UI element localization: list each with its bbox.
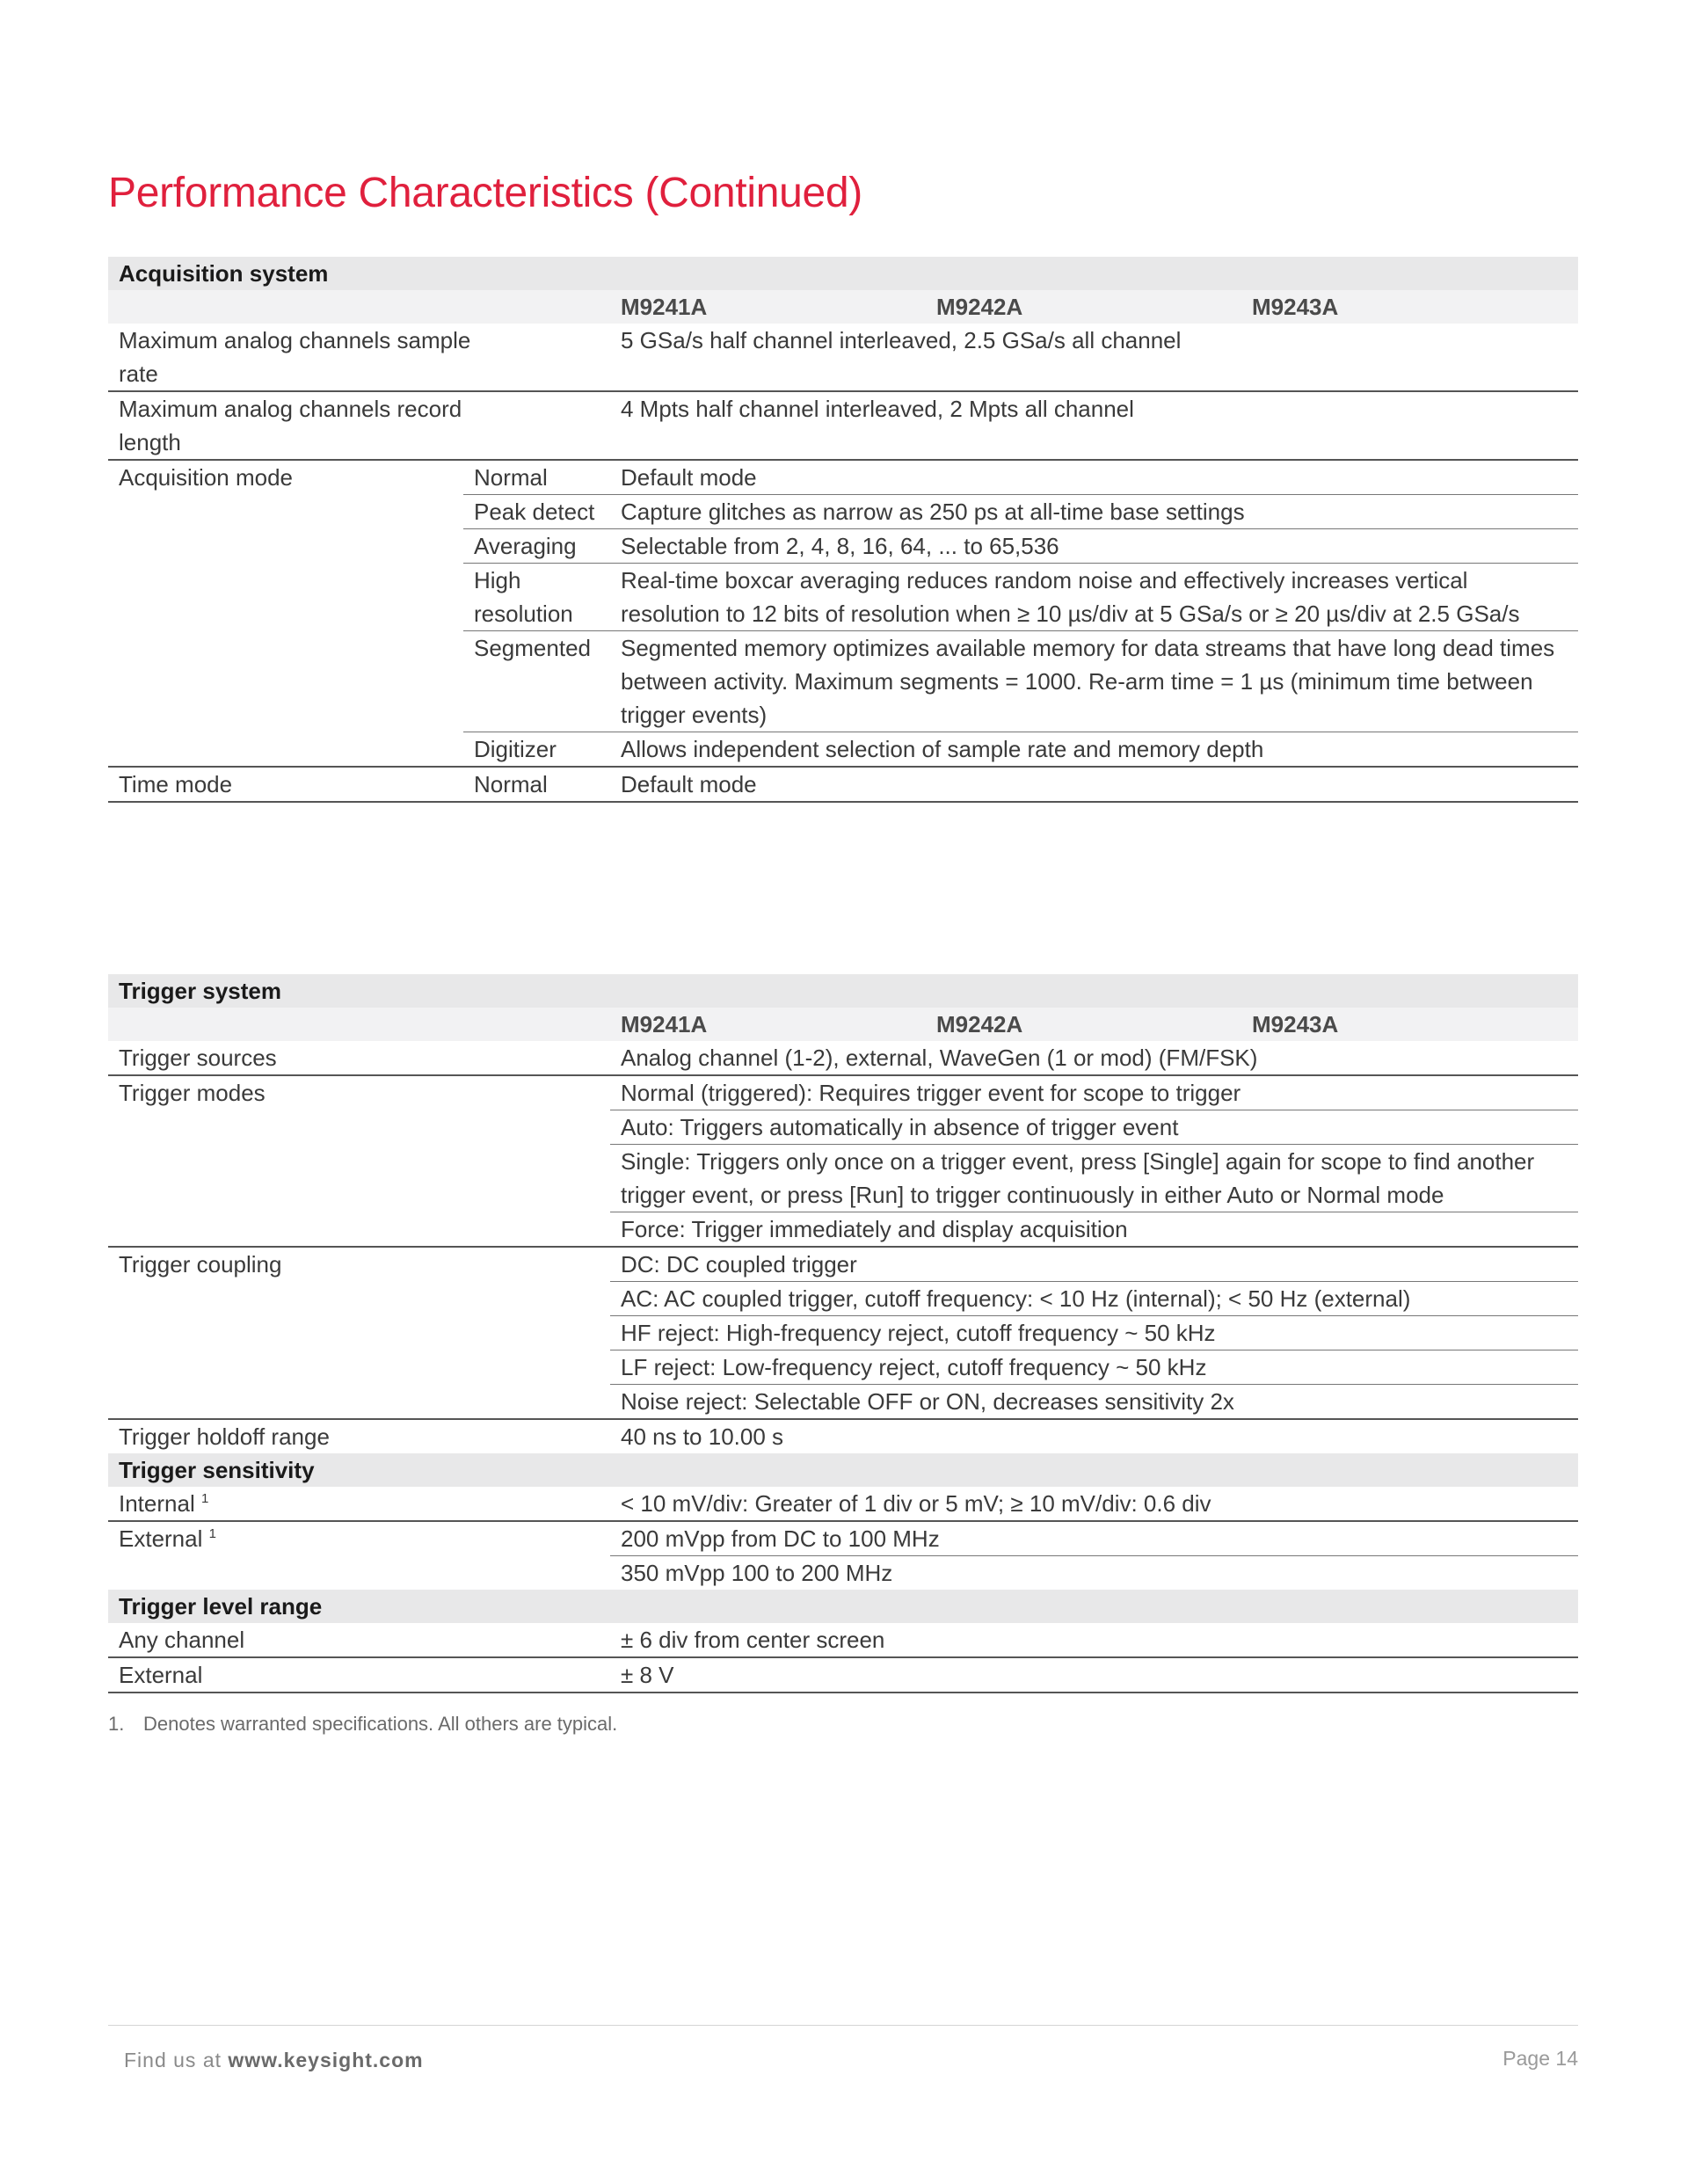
- footnote: [108, 1713, 617, 1736]
- footer-prefix: Find us at: [124, 2049, 222, 2071]
- mode-name: Normal: [463, 460, 610, 495]
- table-row: [108, 391, 1578, 460]
- external-level-value: ± 8 V: [610, 1657, 1578, 1693]
- model-m9243a: M9243A: [1252, 1011, 1339, 1037]
- record-length-value: 4 Mpts half channel interleaved, 2 Mpts all channel: [610, 391, 1578, 460]
- trigger-mode-value: Auto: Triggers automatically in absence of trigger event: [610, 1110, 1578, 1145]
- mode-name: Segmented: [463, 631, 610, 732]
- external-level-label: External: [108, 1657, 610, 1693]
- mode-name: Digitizer: [463, 732, 610, 768]
- table-row: [108, 1041, 1578, 1075]
- table-row: [108, 1487, 1578, 1521]
- trigger-coupling-label: Trigger coupling: [108, 1247, 610, 1419]
- footer-find-us: [124, 2049, 424, 2072]
- table-row: [108, 1075, 1578, 1110]
- mode-value: Allows independent selection of sample rate and memory depth: [610, 732, 1578, 768]
- internal-sensitivity-label: Internal $^1$: [108, 1487, 610, 1521]
- footnote-number: 1.: [108, 1713, 125, 1735]
- external-sensitivity-value: 350 mVpp 100 to 200 MHz: [621, 1560, 893, 1586]
- time-mode-value: Default mode: [610, 767, 1578, 802]
- footer-divider: [108, 2025, 1578, 2026]
- trigger-modes-label: Trigger modes: [108, 1075, 610, 1247]
- footnote-ref: 1: [200, 1491, 209, 1506]
- trigger-mode-value: Single: Triggers only once on a trigger event, press [Single] again for scope to find another trigger event, or press [Run] to trigger continuously in either Auto or Normal mode: [610, 1145, 1578, 1212]
- trigger-holdoff-value: 40 ns to 10.00 s: [621, 1423, 784, 1450]
- trigger-coupling-value: DC: DC coupled trigger: [610, 1247, 1578, 1282]
- acquisition-heading: Acquisition system: [108, 257, 1578, 290]
- trigger-level-heading-row: [108, 1590, 1578, 1623]
- time-mode-label: Time mode: [108, 767, 463, 802]
- table-row: [108, 767, 1578, 802]
- sample-rate-value: 5 GSa/s half channel interleaved, 2.5 GSa/s all channel: [610, 324, 1578, 391]
- trigger-coupling-value: HF reject: High-frequency reject, cutoff frequency ~ 50 kHz: [610, 1316, 1578, 1350]
- internal-sensitivity-value: < 10 mV/div: Greater of 1 div or 5 mV; ≥ 10 mV/div: 0.6 div: [610, 1487, 1578, 1521]
- model-m9241a: M9241A: [621, 294, 708, 320]
- time-mode-name: Normal: [463, 767, 610, 802]
- trigger-sources-value: Analog channel (1-2), external, WaveGen (1 or mod) (FM/FSK): [610, 1041, 1578, 1075]
- trigger-sensitivity-heading: Trigger sensitivity: [108, 1453, 1578, 1487]
- trigger-models-row: [108, 1008, 1578, 1041]
- mode-name: Peak detect: [463, 495, 610, 529]
- model-m9243a: M9243A: [1252, 294, 1339, 320]
- table-row: [108, 1623, 1578, 1657]
- table-row: [108, 1521, 1578, 1556]
- any-channel-label: Any channel: [108, 1623, 610, 1657]
- table-row: [108, 460, 1578, 495]
- trigger-sensitivity-heading-row: [108, 1453, 1578, 1487]
- acquisition-system-table: [108, 257, 1578, 803]
- external-sensitivity-value: 200 mVpp from DC to 100 MHz: [610, 1521, 1578, 1556]
- acquisition-mode-label: Acquisition mode: [108, 460, 463, 767]
- mode-name: Averaging: [463, 529, 610, 564]
- trigger-coupling-value: LF reject: Low-frequency reject, cutoff frequency ~ 50 kHz: [610, 1350, 1578, 1385]
- mode-value: Capture glitches as narrow as 250 ps at all-time base settings: [610, 495, 1578, 529]
- footnote-text: Denotes warranted specifications. All others are typical.: [143, 1713, 618, 1735]
- table-row: [108, 1419, 1578, 1453]
- table-row: [108, 1657, 1578, 1693]
- mode-name: High resolution: [463, 564, 610, 631]
- mode-value: Default mode: [610, 460, 1578, 495]
- table-row: [108, 324, 1578, 391]
- footnote-ref: 1: [208, 1526, 216, 1541]
- sample-rate-label: Maximum analog channels sample rate: [108, 324, 610, 391]
- model-m9242a: M9242A: [936, 1011, 1023, 1037]
- trigger-system-table: [108, 974, 1578, 1693]
- acquisition-heading-row: [108, 257, 1578, 290]
- acquisition-models-row: [108, 290, 1578, 324]
- record-length-label: Maximum analog channels record length: [108, 391, 610, 460]
- trigger-holdoff-label: Trigger holdoff range: [119, 1423, 330, 1450]
- model-m9242a: M9242A: [936, 294, 1023, 320]
- trigger-coupling-value: Noise reject: Selectable OFF or ON, decreases sensitivity 2x: [610, 1385, 1578, 1420]
- model-m9241a: M9241A: [621, 1011, 708, 1037]
- page-number: Page 14: [1502, 2047, 1578, 2070]
- trigger-heading-row: [108, 974, 1578, 1008]
- any-channel-value: ± 6 div from center screen: [610, 1623, 1578, 1657]
- trigger-level-heading: Trigger level range: [108, 1590, 1578, 1623]
- mode-value: Segmented memory optimizes available memory for data streams that have long dead times between activity. Maximum segments = 1000. Re-arm time = 1 µs (minimum time between trigger events): [610, 631, 1578, 732]
- external-sensitivity-label: External $^1$: [119, 1525, 216, 1552]
- mode-value: Selectable from 2, 4, 8, 16, 64, ... to 65,536: [610, 529, 1578, 564]
- footer-url-link[interactable]: www.keysight.com: [228, 2049, 424, 2071]
- mode-value: Real-time boxcar averaging reduces random noise and effectively increases vertical resolution to 12 bits of resolution when ≥ 10 µs/div at 5 GSa/s or ≥ 20 µs/div at 2.5 GSa/s: [610, 564, 1578, 631]
- table-row: [108, 1247, 1578, 1282]
- trigger-heading: Trigger system: [108, 974, 1578, 1008]
- page-title: Performance Characteristics (Continued): [108, 170, 862, 216]
- trigger-sources-label: Trigger sources: [108, 1041, 610, 1075]
- trigger-mode-value: Force: Trigger immediately and display acquisition: [610, 1212, 1578, 1248]
- trigger-coupling-value: AC: AC coupled trigger, cutoff frequency: < 10 Hz (internal); < 50 Hz (external): [610, 1282, 1578, 1316]
- trigger-mode-value: Normal (triggered): Requires trigger event for scope to trigger: [610, 1075, 1578, 1110]
